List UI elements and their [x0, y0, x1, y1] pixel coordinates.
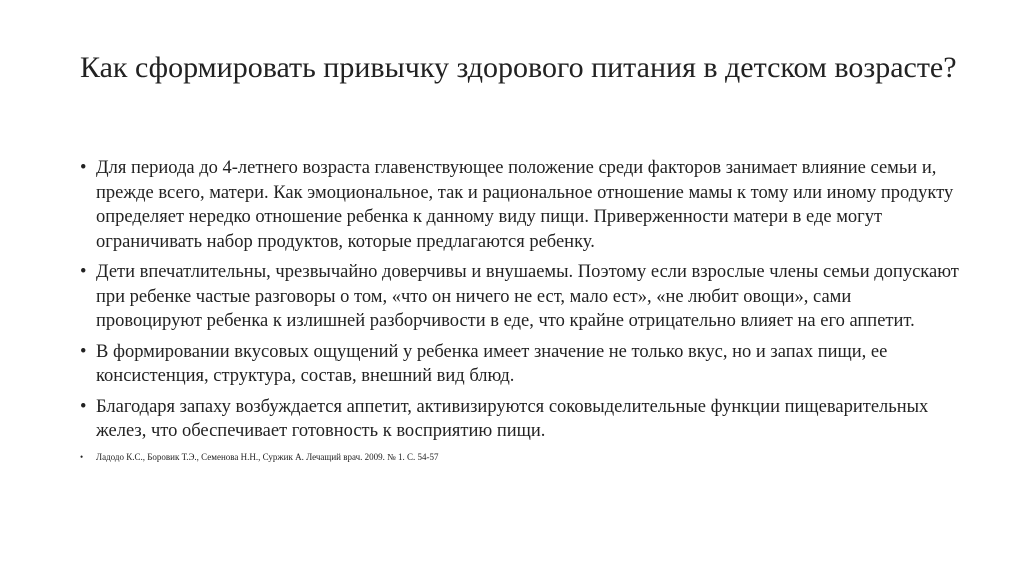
bullet-text: В формировании вкусовых ощущений у ребенка имеет значение не только вкус, но и запах пищи, ее консистенция, структура, состав, внешний вид блюд. [96, 341, 888, 386]
footnote [80, 451, 960, 463]
bullet-text: Дети впечатлительны, чрезвычайно доверчивы и внушаемы. Поэтому если взрослые члены семьи допускают при ребенке частые разговоры о том, «что он ничего не ест, мало ест», «не любит овощи», сами провоцируют ребенка к излишней разборчивости в еде, что крайне отрицательно влияет на его аппетит. [96, 262, 959, 331]
bullet-item [80, 340, 960, 389]
footnote-marker: • [80, 451, 84, 462]
bullet-text: Для периода до 4-летнего возраста главенствующее положение среди факторов занимает влияние семьи и, прежде всего, матери. Как эмоциональное, так и рациональное отношение мамы к тому или иному продукту определяет нередко отношение ребенка к данному виду пищи. Приверженности матери в еде могут ограничивать набор продуктов, которые предлагаются ребенку. [96, 158, 954, 252]
bullet-marker: • [80, 262, 87, 282]
bullet-item [80, 156, 960, 254]
bullet-text: Благодаря запаху возбуждается аппетит, активизируются соковыделительные функции пищеварительных желез, что обеспечивает готовность к восприятию пищи. [96, 396, 929, 441]
bullet-marker: • [80, 396, 87, 417]
bullet-item [80, 260, 960, 334]
bullet-marker: • [80, 158, 87, 178]
bullet-list [80, 156, 960, 463]
footnote-text: Ладодо К.С., Боровик Т.Э., Семенова Н.Н., Суржик А. Лечащий врач. 2009. № 1. С. 54-57 [96, 451, 439, 462]
bullet-marker: • [80, 341, 87, 362]
bullet-item [80, 395, 960, 444]
slide-title: Как сформировать привычку здорового питания в детском возрасте? [80, 51, 957, 84]
